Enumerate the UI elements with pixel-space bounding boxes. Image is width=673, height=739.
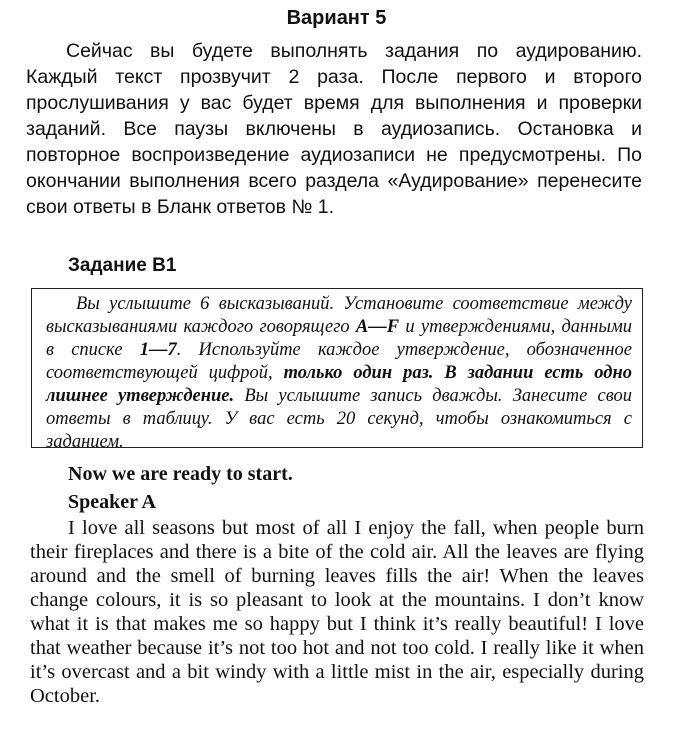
task-instruction-box (31, 288, 643, 452)
instruction-emphasis: только один раз. В задании есть одно лишнее утверждение. (46, 363, 632, 406)
task-instruction-text (46, 293, 632, 454)
instruction-part-3: . Используйте каждое утверждение, обозначенное соответствующей цифрой, (46, 340, 632, 383)
speaker-label: Speaker A (68, 491, 156, 513)
variant-title: Вариант 5 (286, 7, 387, 29)
instruction-part-1: Вы услышите 6 высказываний. Установите соответствие между высказываниями каждого говорящего (46, 294, 632, 337)
intro-paragraph: Сейчас вы будете выполнять задания по аудированию. Каждый текст прозвучит 2 раза. После первого и второго прослушивания у вас будет время для выполнения и проверки заданий. Все паузы включены в аудиозапись. Остановка и повторное воспроизведение аудиозаписи не предусмотрены. По окончании выполнения всего раздела «Аудирование» перенесите свои ответы в Бланк ответов № 1. (26, 40, 642, 218)
instruction-range-letters: A—F (355, 317, 400, 337)
instruction-range-numbers: 1—7 (139, 340, 177, 360)
instruction-part-2: и утверждениями, данными в списке (46, 317, 632, 360)
speaker-text: I love all seasons but most of all I enjoy the fall, when people burn their fireplaces and there is a bite of the cold air. All the leaves are flying around and the smell of burning leaves fills the air! When the leaves change colours, it is so pleasant to look at the mountains. I don’t know what it is that makes me so happy but I think it’s really beautiful! I love that weather because it’s not too hot and not too cold. I really like it when it’s overcast and a bit windy with a little mist in the air, especially during October. (30, 517, 644, 707)
ready-line: Now we are ready to start. (68, 463, 293, 485)
task-heading: Задание B1 (68, 255, 177, 276)
instruction-part-4: Вы услышите запись дважды. Занесите свои ответы в таблицу. У вас есть 20 секунд, чтобы ознакомиться с заданием. (46, 386, 632, 452)
